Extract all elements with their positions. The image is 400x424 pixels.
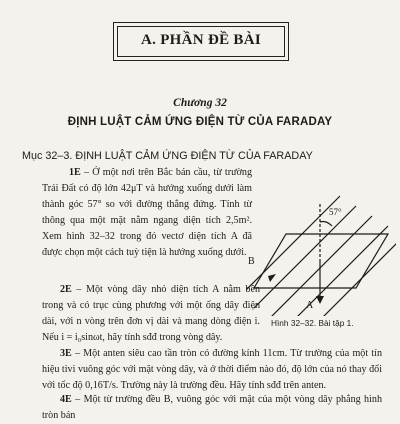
chapter-title: ĐỊNH LUẬT CẢM ỨNG ĐIỆN TỪ CỦA FARADAY — [67, 116, 333, 128]
section-heading: Mục 32–3. ĐỊNH LUẬT CẢM ỨNG ĐIỆN TỪ CỦA FARADAY — [22, 150, 313, 162]
part-header-title: A. PHẦN ĐỀ BÀI — [140, 32, 262, 48]
b-field-line — [302, 236, 396, 316]
vector-a-label: A — [306, 300, 314, 311]
vector-b-label: B — [248, 256, 255, 267]
figure-32-32 — [246, 186, 396, 316]
part-header-box — [113, 22, 289, 61]
horizontal-surface — [254, 234, 388, 288]
problem-text: – Một từ trường đều B, vuông góc với mặt của một vòng dây phẳng hình tròn bán — [42, 394, 382, 422]
problem-text: – Ở một nơi trên Bắc bán cầu, từ trường Trái Đất có độ lớn 42μT và hướng xuống dưới làm thành góc 57° so với đường thẳng đứng. Tính từ thông qua một mặt nằm ngang diện tích 2,5m². Xem hình 32–32 trong đó vectơ diện tích A đã được chọn một cách tuỳ tiện là hướng xuống dưới. — [42, 167, 252, 259]
angle-label: 57° — [329, 207, 342, 217]
problem-number: 2E — [60, 284, 72, 295]
problem-text: – Một anten siêu cao tần tròn có đường kính 11cm. Từ trường của một tín hiệu tivi vuông góc với mặt vòng dây, và ở thời điểm nào đó, độ lớn của nó thay đổi với tốc độ 0,16T/s. Trường này là trường đều. Hãy tính sđđ trên anten. — [42, 348, 382, 392]
problem-2e — [42, 282, 260, 346]
problem-text: – Một vòng dây nhỏ diện tích A nằm bên trong và có trục cùng phương với một ống dây điện dài, với n vòng trên đơn vị dài và mang dòng điện i. Nếu i = i₀sinωt, hãy tính sđđ trong vòng dây. — [42, 284, 260, 344]
area-vector-arrowhead — [316, 296, 324, 304]
chapter-number: Chương 32 — [173, 97, 227, 109]
b-field-line — [254, 206, 356, 308]
problem-number: 3E — [60, 348, 72, 359]
problem-3e — [42, 346, 382, 394]
angle-arc — [320, 222, 332, 227]
problem-number: 1E — [69, 167, 81, 178]
problem-number: 4E — [60, 394, 72, 405]
b-field-arrowhead — [268, 274, 276, 282]
b-field-line — [246, 196, 340, 298]
figure-caption: Hình 32–32. Bài tập 1. — [271, 318, 354, 328]
problem-1e — [42, 165, 252, 262]
problem-4e — [42, 392, 382, 424]
